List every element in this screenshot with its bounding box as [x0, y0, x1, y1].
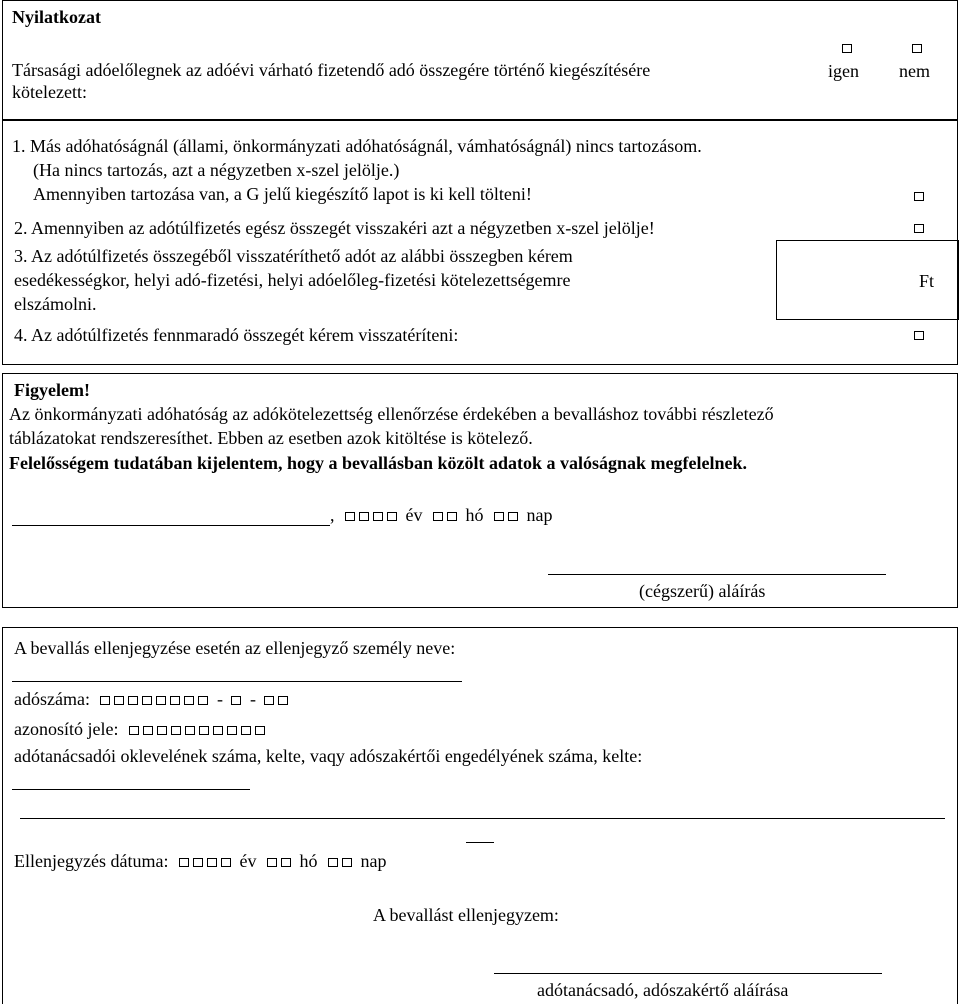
item-1-line-1: 1. Más adóhatóságnál (állami, önkormányzati adóhatóságnál, vámhatóságnál) nincs tartozásom.	[12, 136, 702, 156]
signature-line[interactable]	[548, 574, 886, 575]
cs-month-label: hó	[299, 851, 318, 871]
id-boxes[interactable]	[129, 726, 265, 735]
item-3-line-2: esedékességkor, helyi adó-fizetési, helyi adóelőleg-fizetési kötelezettségemre	[14, 270, 571, 290]
signature-label: (cégszerű) aláírás	[639, 581, 766, 601]
statement-text-cont: kötelezett:	[12, 82, 87, 102]
item-1-checkbox[interactable]	[914, 192, 924, 201]
cs-day-boxes[interactable]	[328, 858, 352, 867]
taxno-dash-2: -	[249, 689, 256, 709]
taxno-boxes-1[interactable]	[100, 696, 208, 705]
taxno-boxes-3[interactable]	[264, 696, 288, 705]
countersign-name-line[interactable]	[12, 681, 462, 682]
no-checkbox[interactable]	[912, 44, 922, 53]
taxno-boxes-2[interactable]	[231, 696, 241, 705]
advisor-signature-line[interactable]	[494, 973, 882, 974]
countersign-date-label: Ellenjegyzés dátuma:	[14, 851, 169, 871]
advisor-signature-label: adótanácsadó, adószakértő aláírása	[537, 980, 789, 1000]
cert-label: adótanácsadói oklevelének száma, kelte, vaqy adószakértői engedélyének száma, kelte:	[14, 746, 643, 766]
cert-line-1[interactable]	[12, 789, 250, 790]
place-line[interactable]	[12, 525, 330, 526]
item-4-text: 4. Az adótúlfizetés fennmaradó összegét kérem visszatéríteni:	[14, 325, 459, 345]
cs-year-label: év	[239, 851, 257, 871]
id-label: azonosító jele:	[14, 719, 119, 739]
countersign-box	[2, 627, 958, 1004]
item-3-line-3: elszámolni.	[14, 294, 97, 314]
day-boxes[interactable]	[494, 512, 518, 521]
year-boxes[interactable]	[345, 512, 397, 521]
id-row	[14, 718, 265, 740]
notice-line-2: táblázatokat rendszeresíthet. Ebben az esetben azok kitöltése is kötelező.	[9, 428, 533, 448]
taxno-label: adószáma:	[14, 689, 90, 709]
item-1-line-2: (Ha nincs tartozás, azt a négyzetben x-szel jelölje.)	[33, 160, 400, 180]
no-label: nem	[899, 61, 930, 81]
taxno-row	[14, 688, 288, 710]
yes-checkbox[interactable]	[842, 44, 852, 53]
day-label: nap	[526, 505, 553, 525]
comma: ,	[330, 505, 335, 525]
item-3-line-1: 3. Az adótúlfizetés összegéből visszatéríthető adót az alábbi összegben kérem	[14, 246, 573, 266]
item-2-text: 2. Amennyiben az adótúlfizetés egész összegét visszakéri azt a négyzetben x-szel jelölje!	[14, 218, 655, 238]
notice-line-1: Az önkormányzati adóhatóság az adókötelezettség ellenőrzése érdekében a bevalláshoz további részletező	[9, 404, 774, 424]
currency-label: Ft	[919, 271, 935, 291]
cert-line-2[interactable]	[20, 818, 945, 819]
cert-line-3[interactable]	[466, 842, 494, 843]
statement-text: Társasági adóelőlegnek az adóévi várható fizetendő adó összegére történő kiegészítésére	[12, 60, 651, 80]
item-4-checkbox[interactable]	[914, 331, 924, 340]
page-title: Nyilatkozat	[12, 7, 101, 27]
cs-month-boxes[interactable]	[267, 858, 291, 867]
month-boxes[interactable]	[433, 512, 457, 521]
taxno-dash-1: -	[216, 689, 223, 709]
notice-title: Figyelem!	[14, 380, 90, 400]
declaration-text: Felelősségem tudatában kijelentem, hogy a bevallásban közölt adatok a valóságnak megfelelnek.	[9, 453, 748, 473]
item-1-line-3: Amennyiben tartozása van, a G jelű kiegészítő lapot is ki kell tölteni!	[33, 184, 532, 204]
yes-label: igen	[828, 61, 859, 81]
item-2-checkbox[interactable]	[914, 224, 924, 233]
countersign-name-label: A bevallás ellenjegyzése esetén az ellenjegyző személy neve:	[14, 638, 456, 658]
countersign-date-row	[14, 850, 386, 872]
year-label: év	[405, 505, 423, 525]
month-label: hó	[465, 505, 484, 525]
cs-day-label: nap	[360, 851, 387, 871]
cs-year-boxes[interactable]	[179, 858, 231, 867]
countersign-statement: A bevallást ellenjegyzem:	[373, 905, 559, 925]
date-row	[330, 504, 553, 526]
